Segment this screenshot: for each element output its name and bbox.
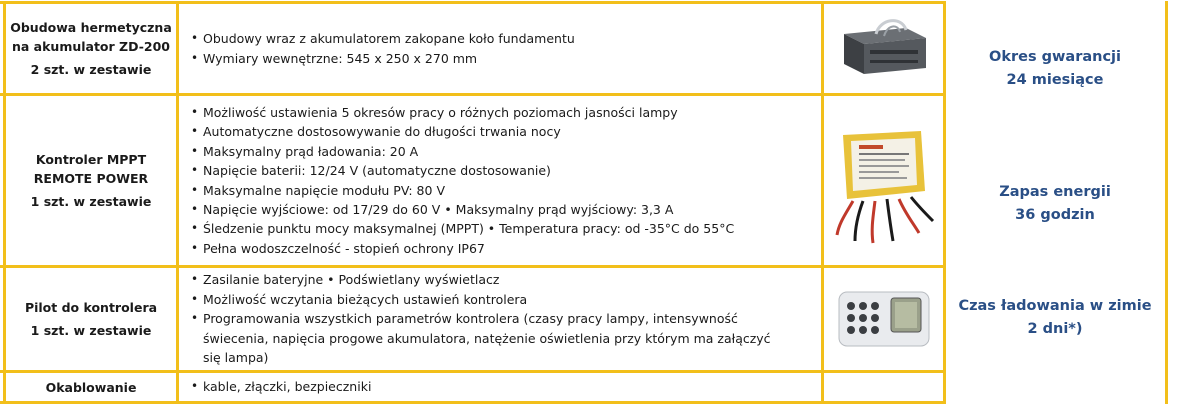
mppt-controller-icon: [829, 111, 939, 251]
product-name-cell: [6, 268, 176, 370]
product-name: na akumulator ZD-200: [11, 39, 170, 54]
energy-reserve-info: [945, 181, 1165, 227]
col-divider: [176, 1, 179, 404]
image-cell: [824, 4, 943, 93]
specs-cell: [185, 268, 785, 370]
winter-charge-value: 2 dni*): [1027, 321, 1083, 337]
spec-item: • Możliwość wczytania bieżących ustawień kontrolera: [191, 290, 785, 309]
image-cell: [824, 268, 943, 370]
spec-item: • Maksymalne napięcie modułu PV: 80 V: [191, 181, 821, 200]
winter-charge-info: [945, 295, 1165, 341]
warranty-info: [945, 46, 1165, 92]
spec-item: • Obudowy wraz z akumulatorem zakopane koło fundamentu: [191, 29, 821, 48]
product-name: REMOTE POWER: [33, 171, 149, 186]
spec-item: • Możliwość ustawienia 5 okresów pracy o różnych poziomach jasności lampy: [191, 103, 821, 122]
spec-item: • Napięcie baterii: 12/24 V (automatyczne dostosowanie): [191, 161, 821, 180]
product-name: Okablowanie: [45, 379, 137, 395]
warranty-label: Okres gwarancji: [989, 49, 1121, 65]
product-name: Obudowa hermetyczna: [10, 20, 172, 35]
remote-control-icon: [835, 288, 933, 350]
product-name-cell: [6, 373, 176, 401]
warranty-value: 24 miesiące: [1006, 72, 1104, 88]
spec-item: • Pełna wodoszczelność - stopień ochrony IP67: [191, 239, 821, 258]
product-name-cell: [6, 4, 176, 93]
spec-item: • Śledzenie punktu mocy maksymalnej (MPPT) • Temperatura pracy: od -35°C do 55°C: [191, 219, 821, 238]
product-quantity: 1 szt. w zestawie: [30, 323, 152, 338]
side-border-right: [1165, 1, 1168, 404]
specs-cell: [185, 4, 821, 93]
spec-item: • Automatyczne dostosowywanie do długości trwania nocy: [191, 122, 821, 141]
spec-item: • Maksymalny prąd ładowania: 20 A: [191, 142, 821, 161]
spec-item: • Napięcie wyjściowe: od 17/29 do 60 V • Maksymalny prąd wyjściowy: 3,3 A: [191, 200, 821, 219]
image-cell: [824, 373, 943, 401]
winter-charge-label: Czas ładowania w zimie: [958, 298, 1152, 314]
energy-reserve-label: Zapas energii: [999, 184, 1111, 200]
product-name: Pilot do kontrolera: [24, 300, 158, 315]
spec-item: • kable, złączki, bezpieczniki: [191, 377, 821, 396]
product-quantity: 1 szt. w zestawie: [30, 194, 152, 209]
image-cell: [824, 96, 943, 265]
battery-enclosure-icon: [836, 16, 932, 82]
specs-cell: [185, 96, 821, 265]
spec-item: • Programowania wszystkich parametrów kontrolera (czasy pracy lampy, intensywność świecenia, napięcia progowe akumulatora, natężenie oświetlenia przy którym ma załączyć się lampa): [191, 309, 785, 367]
specs-cell: [185, 373, 821, 401]
spec-item: • Wymiary wewnętrzne: 545 x 250 x 270 mm: [191, 49, 821, 68]
product-quantity: 2 szt. w zestawie: [30, 62, 152, 77]
product-name-cell: [6, 96, 176, 265]
table-border-bottom: [0, 401, 945, 404]
energy-reserve-value: 36 godzin: [1015, 207, 1095, 223]
spec-item: • Zasilanie bateryjne • Podświetlany wyświetlacz: [191, 270, 785, 289]
product-name: Kontroler MPPT: [35, 152, 147, 167]
